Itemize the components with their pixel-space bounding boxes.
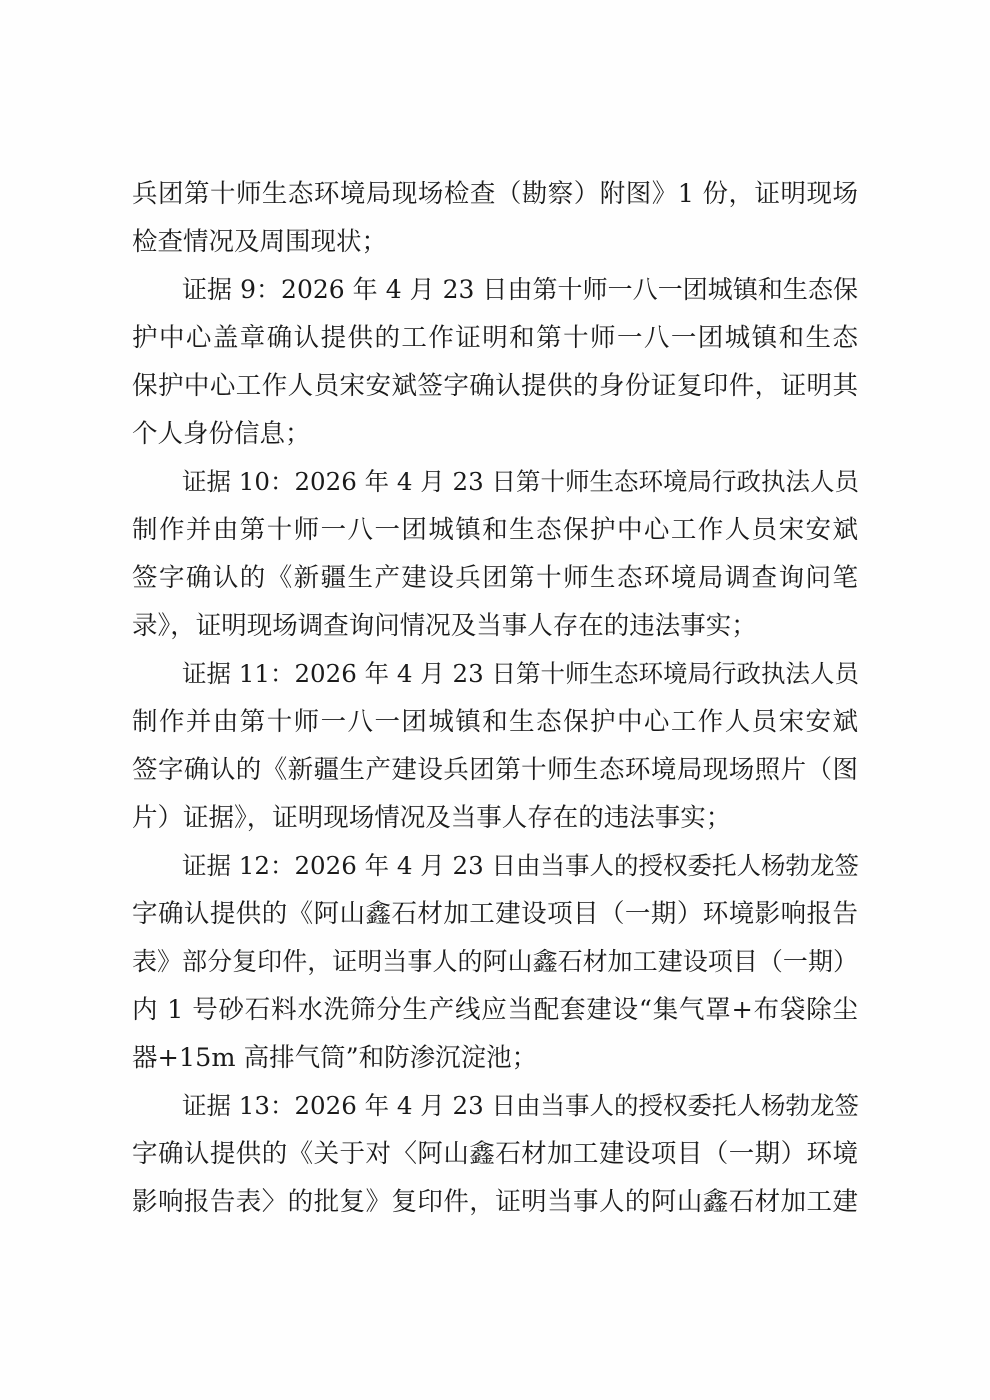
evidence-11-line-2: 制作并由第十师一八一团城镇和生态保护中心工作人员宋安斌 — [132, 707, 858, 737]
evidence-11-line-3: 签字确认的《新疆生产建设兵团第十师生态环境局现场照片（图 — [132, 755, 858, 785]
text-line-2: 检查情况及周围现状； — [132, 227, 388, 257]
evidence-9-line-3: 保护中心工作人员宋安斌签字确认提供的身份证复印件，证明其 — [132, 371, 858, 401]
evidence-9-line-2: 护中心盖章确认提供的工作证明和第十师一八一团城镇和生态 — [132, 323, 858, 353]
evidence-12-line-2: 字确认提供的《阿山鑫石材加工建设项目（一期）环境影响报告 — [132, 899, 858, 929]
evidence-12-line-5: 器+15m 高排气筒”和防渗沉淀池； — [132, 1043, 538, 1073]
evidence-13-line-2: 字确认提供的《关于对〈阿山鑫石材加工建设项目（一期）环境 — [132, 1139, 858, 1169]
evidence-10-line-1: 证据 10：2026 年 4 月 23 日第十师生态环境局行政执法人员 — [182, 467, 860, 496]
evidence-12-line-4: 内 1 号砂石料水洗筛分生产线应当配套建设“集气罩+布袋除尘 — [132, 995, 858, 1025]
evidence-11-line-1: 证据 11：2026 年 4 月 23 日第十师生态环境局行政执法人员 — [182, 659, 860, 688]
evidence-9-line-1: 证据 9：2026 年 4 月 23 日由第十师一八一团城镇和生态保 — [182, 275, 858, 304]
evidence-10-line-2: 制作并由第十师一八一团城镇和生态保护中心工作人员宋安斌 — [132, 515, 858, 545]
evidence-12-line-3: 表》部分复印件，证明当事人的阿山鑫石材加工建设项目（一期） — [132, 947, 858, 976]
evidence-13-line-1: 证据 13：2026 年 4 月 23 日由当事人的授权委托人杨勃龙签 — [182, 1091, 860, 1120]
evidence-10-line-4: 录》，证明现场调查询问情况及当事人存在的违法事实； — [132, 611, 757, 641]
evidence-13-line-3: 影响报告表〉的批复》复印件，证明当事人的阿山鑫石材加工建 — [132, 1187, 858, 1217]
evidence-10-line-3: 签字确认的《新疆生产建设兵团第十师生态环境局调查询问笔 — [132, 563, 858, 593]
evidence-11-line-4: 片）证据》，证明现场情况及当事人存在的违法事实； — [132, 803, 732, 833]
evidence-9-line-4: 个人身份信息； — [132, 419, 311, 449]
evidence-12-line-1: 证据 12：2026 年 4 月 23 日由当事人的授权委托人杨勃龙签 — [182, 851, 860, 880]
text-line-1: 兵团第十师生态环境局现场检查（勘察）附图》1 份，证明现场 — [132, 179, 858, 209]
